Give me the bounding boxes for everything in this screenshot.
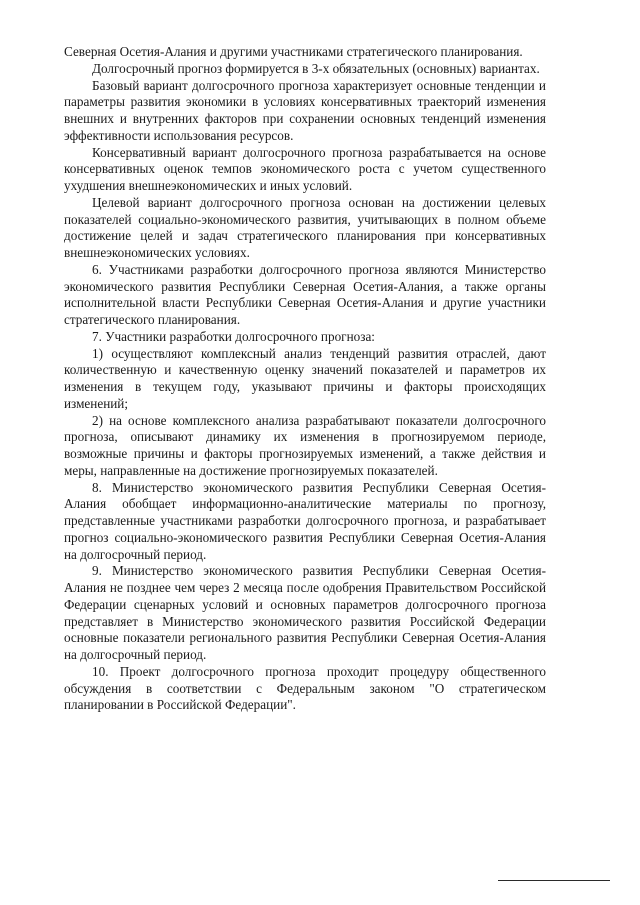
- paragraph-item-7-2: 2) на основе комплексного анализа разрабатывают показатели долгосрочного прогноза, описывают динамику их изменения в прогнозируемом периоде, возможные причины и факторы прогнозируемых изменений, а также действия и меры, направленные на достижение прогнозируемых показателей.: [64, 412, 546, 478]
- paragraph-item-9: 9. Министерство экономического развития Республики Северная Осетия-Алания не позднее чем через 2 месяца после одобрения Правительством Российской Федерации сценарных условий и основных параметров долгосрочного прогноза представляет в Министерство экономического развития Российской Федерации основные показатели регионального развития Республики Северная Осетия-Алания на долгосрочный период.: [64, 563, 546, 662]
- paragraph-target-variant: Целевой вариант долгосрочного прогноза основан на достижении целевых показателей социально-экономического развития, учитывающих в полном объеме достижение целей и задач стратегического планирования при консервативных внешнеэкономических условиях.: [64, 194, 546, 260]
- paragraph-item-8: 8. Министерство экономического развития Республики Северная Осетия-Алания обобщает информационно-аналитические материалы по прогнозу, представленные участниками разработки долгосрочного прогноза, и разрабатывает прогноз социально-экономического развития Республики Северная Осетия-Алания на долгосрочный период.: [64, 479, 546, 562]
- paragraph-base-variant: Базовый вариант долгосрочного прогноза характеризует основные тенденции и параметры развития экономики в условиях консервативных траекторий изменения внешних и внутренних факторов при сохранении основных тенденций изменения эффективности использования ресурсов.: [64, 77, 546, 143]
- paragraph-conservative-variant: Консервативный вариант долгосрочного прогноза разрабатывается на основе консервативных оценок темпов экономического роста с учетом существенного ухудшения внешнеэкономических и иных условий.: [64, 144, 546, 193]
- paragraph-continuation: Северная Осетия-Алания и другими участниками стратегического планирования.: [64, 44, 523, 59]
- paragraph-item-7: 7. Участники разработки долгосрочного прогноза:: [92, 328, 375, 344]
- paragraph-item-7-1: 1) осуществляют комплексный анализ тенденций развития отраслей, дают количественную и качественную оценку значений показателей и параметров их изменения в текущем году, указывают причины и факторы происходящих изменений;: [64, 345, 546, 411]
- paragraph-item-10: 10. Проект долгосрочного прогноза проходит процедуру общественного обсуждения в соответствии с Федеральным законом "О стратегическом планировании в Российской Федерации".: [64, 663, 546, 713]
- paragraph-forecast-variants: Долгосрочный прогноз формируется в 3-х обязательных (основных) вариантах.: [92, 60, 540, 76]
- paragraph-item-6: 6. Участниками разработки долгосрочного прогноза являются Министерство экономического развития Республики Северная Осетия-Алания, а также органы исполнительной власти Республики Северная Осетия-Алания и другие участники стратегического планирования.: [64, 261, 546, 327]
- document-body: [64, 44, 546, 714]
- footer-rule: [498, 880, 610, 881]
